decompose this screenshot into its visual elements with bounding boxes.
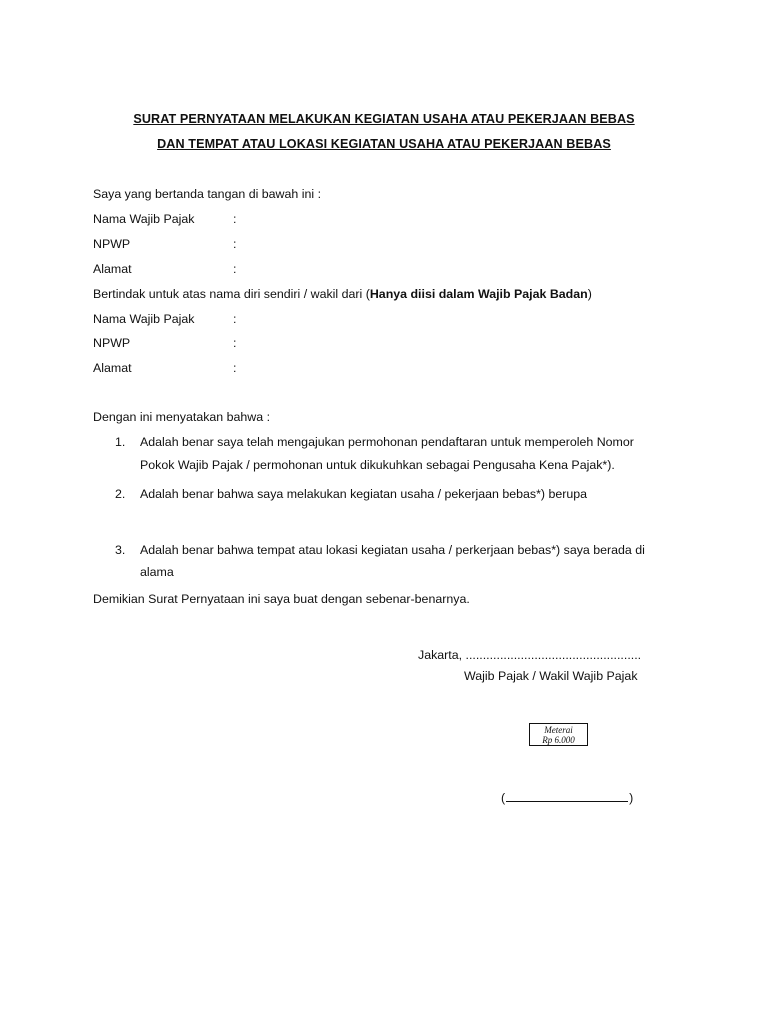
field-colon: : (233, 361, 237, 375)
closing-statement: Demikian Surat Pernyataan ini saya buat dengan sebenar-benarnya. (93, 592, 470, 606)
list-item-number: 3. (115, 543, 126, 557)
acting-bold-note: Hanya diisi dalam Wajib Pajak Badan (369, 287, 588, 301)
signature-name-line (501, 790, 633, 805)
signature-place-date: Jakarta, ................................................... (418, 648, 642, 662)
field-alamat (93, 262, 236, 276)
field-nama-wajib-pajak (93, 212, 236, 226)
stamp-amount: Rp 6.000 (542, 735, 575, 745)
field-label: NPWP (93, 237, 131, 251)
list-item-2-line-1: Adalah benar bahwa saya melakukan kegiatan usaha / pekerjaan bebas*) berupa (140, 487, 588, 501)
statement-intro: Dengan ini menyatakan bahwa : (93, 410, 271, 424)
field-colon: : (233, 262, 237, 276)
meterai-stamp-box (529, 723, 588, 746)
acting-prefix: Bertindak untuk atas nama diri sendiri / wakil dari ( (93, 287, 370, 301)
list-item-1-line-2: Pokok Wajib Pajak / permohonan untuk dikukuhkan sebagai Pengusaha Kena Pajak*). (140, 458, 615, 472)
acting-on-behalf-text (93, 287, 592, 301)
field-colon: : (233, 312, 237, 326)
field-npwp (93, 237, 236, 251)
list-item-3-line-2: alama (140, 565, 174, 579)
field-label: Nama Wajib Pajak (93, 312, 195, 326)
list-item-number: 1. (115, 435, 126, 449)
field-npwp-badan (93, 336, 236, 350)
field-label: Alamat (93, 262, 132, 276)
signature-role: Wajib Pajak / Wakil Wajib Pajak (464, 669, 638, 683)
field-colon: : (233, 212, 237, 226)
list-item-3-line-1: Adalah benar bahwa tempat atau lokasi kegiatan usaha / perkerjaan bebas*) saya berada di (140, 543, 645, 557)
field-colon: : (233, 336, 237, 350)
intro-text: Saya yang bertanda tangan di bawah ini : (93, 187, 322, 201)
open-paren: ( (501, 791, 506, 805)
field-label: NPWP (93, 336, 131, 350)
field-alamat-badan (93, 361, 236, 375)
field-label: Nama Wajib Pajak (93, 212, 195, 226)
field-nama-wajib-pajak-badan (93, 312, 236, 326)
field-colon: : (233, 237, 237, 251)
acting-suffix: ) (587, 287, 592, 301)
stamp-label: Meterai (544, 725, 573, 735)
field-label: Alamat (93, 361, 132, 375)
list-item-1-line-1: Adalah benar saya telah mengajukan permohonan pendaftaran untuk memperoleh Nomor (140, 435, 634, 449)
document-title-line-1: SURAT PERNYATAAN MELAKUKAN KEGIATAN USAHA ATAU PEKERJAAN BEBAS (133, 112, 635, 126)
signature-blank (506, 790, 628, 802)
document-title-line-2: DAN TEMPAT ATAU LOKASI KEGIATAN USAHA ATAU PEKERJAAN BEBAS (157, 137, 611, 151)
list-item-number: 2. (115, 487, 126, 501)
close-paren: ) (629, 791, 634, 805)
